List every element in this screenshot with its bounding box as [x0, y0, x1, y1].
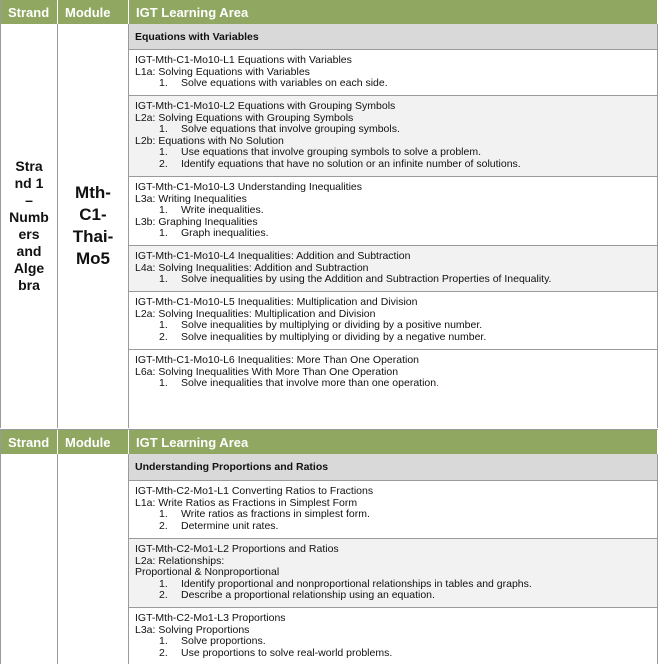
- lesson-subtitle: L2a: Solving Equations with Grouping Symbols: [135, 111, 354, 124]
- module-line: Thai-: [72, 227, 114, 246]
- header-strand: Strand: [1, 0, 58, 24]
- list-item: 1. Use equations that involve grouping symbols to solve a problem.: [159, 146, 481, 159]
- lesson-subtitle: L3b: Graphing Inequalities: [135, 215, 258, 228]
- table-body: [1, 454, 658, 664]
- list-item: 1. Solve equations with variables on each side.: [159, 77, 388, 90]
- learning-area-cell: [129, 24, 658, 428]
- lesson-subtitle: L4a: Solving Inequalities: Addition and Subtraction: [135, 261, 369, 274]
- module-cell: [58, 24, 129, 428]
- lesson-title: IGT-Mth-C2-Mo1-L1 Converting Ratios to Fractions: [135, 485, 374, 497]
- lesson-block: [129, 481, 657, 539]
- module-line: C1-: [79, 205, 107, 224]
- header-module: Module: [58, 0, 129, 24]
- lesson-block: [129, 96, 657, 177]
- list-item: 2. Solve inequalities by multiplying or dividing by a negative number.: [159, 330, 487, 343]
- strand-line: Stra: [15, 158, 43, 174]
- list-item: 1. Solve equations that involve grouping symbols.: [159, 123, 400, 136]
- lesson-block: [129, 177, 657, 246]
- strand-line: Alge: [13, 260, 45, 276]
- strand-line: ers: [18, 226, 40, 242]
- header-module: Module: [58, 430, 129, 454]
- list-item: 1. Solve inequalities by multiplying or dividing by a positive number.: [159, 319, 483, 332]
- lesson-block: [129, 292, 657, 350]
- list-item: 1. Write ratios as fractions in simplest form.: [159, 508, 370, 521]
- table-header: [1, 0, 658, 24]
- lesson-subtitle: L2a: Solving Inequalities: Multiplication and Division: [135, 307, 376, 320]
- lesson-subtitle: L2b: Equations with No Solution: [135, 134, 284, 147]
- curriculum-table-2: [0, 429, 658, 664]
- lesson-block: [129, 539, 657, 608]
- lesson-title: IGT-Mth-C1-Mo10-L4 Inequalities: Addition and Subtraction: [135, 250, 411, 262]
- header-learning-area: IGT Learning Area: [129, 430, 658, 454]
- lesson-subtitle: L3a: Writing Inequalities: [135, 192, 247, 205]
- lesson-subtitle: L6a: Solving Inequalities With More Than One Operation: [135, 365, 399, 378]
- trailing-period: .: [436, 377, 440, 390]
- list-item: 1. Solve inequalities that involve more than one operation .: [159, 377, 440, 390]
- header-learning-area: IGT Learning Area: [129, 0, 658, 24]
- lesson-subtitle: L2a: Relationships:: [135, 554, 225, 567]
- lesson-subtitle: Proportional & Nonproportional: [135, 566, 280, 579]
- table-body: [1, 24, 658, 428]
- lesson-block: [129, 246, 657, 292]
- list-item: 1. Graph inequalities.: [159, 227, 269, 240]
- lesson-title: IGT-Mth-C1-Mo10-L3 Understanding Inequalities: [135, 181, 363, 193]
- list-item: 1. Solve proportions.: [159, 635, 266, 648]
- table-header: [1, 430, 658, 454]
- lesson-title: IGT-Mth-C1-Mo10-L2 Equations with Grouping Symbols: [135, 100, 396, 112]
- lesson-title: IGT-Mth-C2-Mo1-L2 Proportions and Ratios: [135, 543, 339, 555]
- lesson-block: [129, 608, 657, 665]
- topic-heading: Understanding Proportions and Ratios: [129, 454, 657, 481]
- lesson-title: IGT-Mth-C1-Mo10-L1 Equations with Variables: [135, 54, 352, 66]
- lesson-subtitle: L1a: Write Ratios as Fractions in Simplest Form: [135, 496, 358, 509]
- list-item: 2. Use proportions to solve real-world problems.: [159, 646, 393, 659]
- module-line: Mth-: [75, 183, 111, 202]
- list-item: 2. Determine unit rates.: [159, 519, 279, 532]
- strand-line: bra: [18, 277, 40, 293]
- strand-cell: [1, 24, 58, 428]
- lesson-block: [129, 350, 657, 429]
- lesson-title: IGT-Mth-C1-Mo10-L6 Inequalities: More Than One Operation: [135, 354, 420, 366]
- list-item: 2. Describe a proportional relationship using an equation.: [159, 589, 435, 602]
- list-item: 1. Identify proportional and nonproportional relationships in tables and graphs.: [159, 577, 532, 590]
- header-strand: Strand: [1, 430, 58, 454]
- strand-line: nd 1: [14, 175, 44, 191]
- strand-line: Numb: [9, 209, 49, 225]
- list-item: 1. Write inequalities.: [159, 204, 264, 217]
- module-cell: [58, 454, 129, 664]
- module-line: Mo5: [75, 249, 110, 268]
- topic-heading: Equations with Variables: [129, 24, 657, 50]
- learning-area-cell: [129, 454, 658, 664]
- strand-cell: [1, 454, 58, 664]
- lesson-subtitle: L3a: Solving Proportions: [135, 623, 250, 636]
- lesson-block: [129, 50, 657, 96]
- list-item: 2. Identify equations that have no solution or an infinite number of solutions.: [159, 157, 521, 170]
- strand-line: and: [16, 243, 42, 259]
- strand-line: –: [25, 192, 33, 208]
- lesson-subtitle: L1a: Solving Equations with Variables: [135, 65, 310, 78]
- list-item: 1. Solve inequalities by using the Addition and Subtraction Properties of Inequality.: [159, 273, 552, 286]
- lesson-title: IGT-Mth-C1-Mo10-L5 Inequalities: Multiplication and Division: [135, 296, 418, 308]
- lesson-title: IGT-Mth-C2-Mo1-L3 Proportions: [135, 612, 286, 624]
